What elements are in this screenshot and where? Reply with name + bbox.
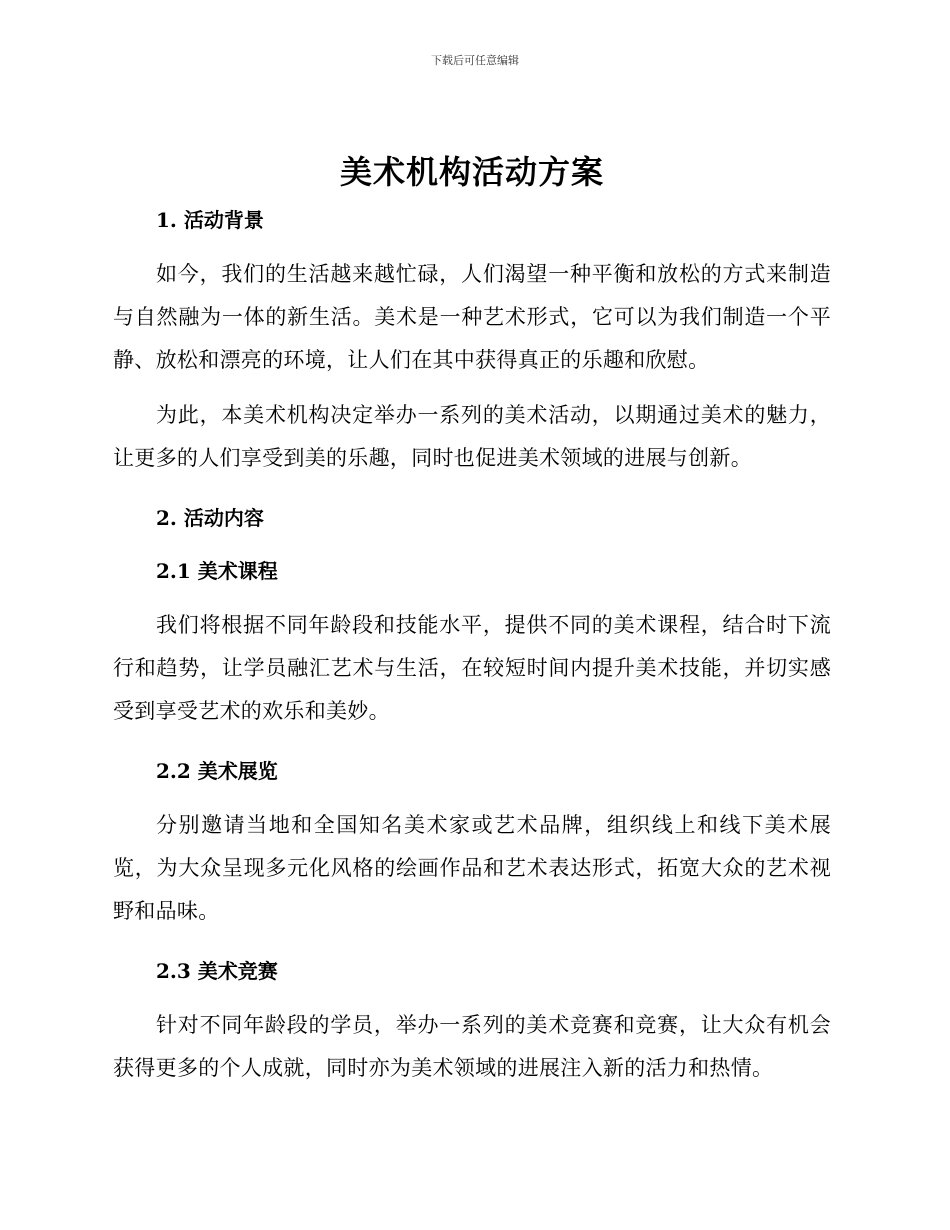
paragraph-course: 我们将根据不同年龄段和技能水平，提供不同的美术课程，结合时下流行和趋势，让学员融汇艺术与生活，在较短时间内提升美术技能，并切实感受到享受艺术的欢乐和美妙。: [113, 613, 831, 723]
section-heading-content: 2. 活动内容: [156, 506, 264, 530]
subsection-heading-contest: 2.3 美术竞赛: [156, 959, 278, 983]
paragraph-background-1: 如今，我们的生活越来越忙碌，人们渴望一种平衡和放松的方式来制造与自然融为一体的新生活。美术是一种艺术形式，它可以为我们制造一个平静、放松和漂亮的环境，让人们在其中获得真正的乐趣和欣慰。: [113, 262, 831, 372]
paragraph-exhibition: 分别邀请当地和全国知名美术家或艺术品牌，组织线上和线下美术展览，为大众呈现多元化风格的绘画作品和艺术表达形式，拓宽大众的艺术视野和品味。: [113, 813, 831, 923]
page-header-note: 下载后可任意编辑: [431, 54, 519, 67]
document-title: 美术机构活动方案: [339, 153, 604, 191]
document-body: [113, 150, 831, 1090]
paragraph-contest: 针对不同年龄段的学员，举办一系列的美术竞赛和竞赛，让大众有机会获得更多的个人成就，同时亦为美术领域的进展注入新的活力和热情。: [113, 1013, 831, 1080]
section-heading-background: 1. 活动背景: [156, 208, 264, 232]
subsection-heading-exhibition: 2.2 美术展览: [156, 759, 278, 783]
subsection-heading-course: 2.1 美术课程: [156, 559, 278, 583]
paragraph-background-2: 为此，本美术机构决定举办一系列的美术活动，以期通过美术的魅力，让更多的人们享受到美的乐趣，同时也促进美术领域的进展与创新。: [113, 403, 831, 470]
